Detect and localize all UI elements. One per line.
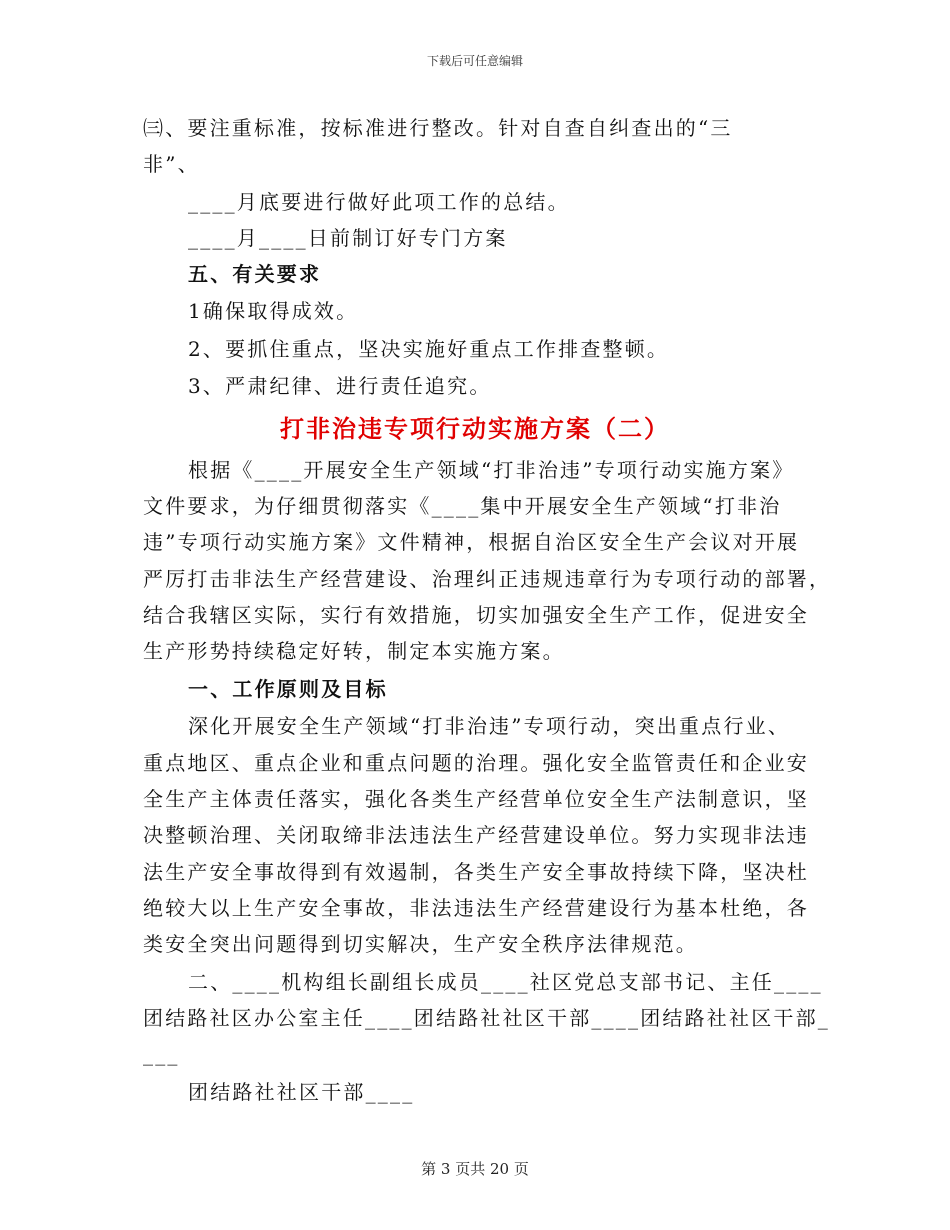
text-line: ____月底要进行做好此项工作的总结。 xyxy=(188,190,570,214)
paragraph-line: 绝较大以上生产安全事故，非法违法生产经营建设行为基本杜绝，各 xyxy=(143,896,809,920)
paragraph-line: 根据《____开展安全生产领域“打非治违”专项行动实施方案》 xyxy=(188,458,795,482)
paragraph-line: 二、____机构组长副组长成员____社区党总支部书记、主任____ xyxy=(188,970,823,994)
paragraph-line: 深化开展安全生产领域“打非治违”专项行动，突出重点行业、 xyxy=(188,714,791,738)
paragraph-line: 违”专项行动实施方案》文件精神，根据自治区安全生产会议对开展 xyxy=(143,530,800,554)
paragraph-line: 法生产安全事故得到有效遏制，各类生产安全事故持续下降，坚决杜 xyxy=(143,860,809,884)
paragraph-line: 类安全突出问题得到切实解决，生产安全秩序法律规范。 xyxy=(143,932,698,956)
paragraph-line: 全生产主体责任落实，强化各类生产经营单位安全生产法制意识，坚 xyxy=(143,787,809,811)
text-line: 非”、 xyxy=(143,152,200,176)
paragraph-line: 团结路社区办公室主任____团结路社社区干部____团结路社社区干部_ xyxy=(143,1006,830,1030)
text-line: ㈢、要注重标准，按标准进行整改。针对自查自纠查出的“三 xyxy=(143,116,733,140)
page-header: 下载后可任意编辑 xyxy=(426,54,523,68)
document-title: 打非治违专项行动实施方案（二） xyxy=(280,415,670,443)
text-line: 3、严肃纪律、进行责任追究。 xyxy=(188,374,492,398)
paragraph-line: 结合我辖区实际，实行有效措施，切实加强安全生产工作，促进安全 xyxy=(143,603,809,627)
paragraph-line: 决整顿治理、关闭取缔非法违法生产经营建设单位。努力实现非法违 xyxy=(143,823,809,847)
page-footer: 第 3 页共 20 页 xyxy=(421,1160,529,1178)
text-line: 1确保取得成效。 xyxy=(188,299,359,323)
paragraph-line: ___ xyxy=(143,1042,180,1066)
paragraph-line: 生产形势持续稳定好转，制定本实施方案。 xyxy=(143,639,565,663)
paragraph-line: 文件要求，为仔细贯彻落实《____集中开展安全生产领域“打非治 xyxy=(143,494,782,518)
text-line: 2、要抓住重点，坚决实施好重点工作排查整顿。 xyxy=(188,337,670,361)
paragraph-line: 严厉打击非法生产经营建设、治理纠正违规违章行为专项行动的部署， xyxy=(143,567,832,591)
paragraph-line: 团结路社社区干部____ xyxy=(188,1080,415,1104)
paragraph-line: 重点地区、重点企业和重点问题的治理。强化安全监管责任和企业安 xyxy=(143,751,809,775)
section-heading: 一、工作原则及目标 xyxy=(188,677,388,701)
text-line: ____月____日前制订好专门方案 xyxy=(188,226,508,250)
section-heading: 五、有关要求 xyxy=(188,262,322,286)
